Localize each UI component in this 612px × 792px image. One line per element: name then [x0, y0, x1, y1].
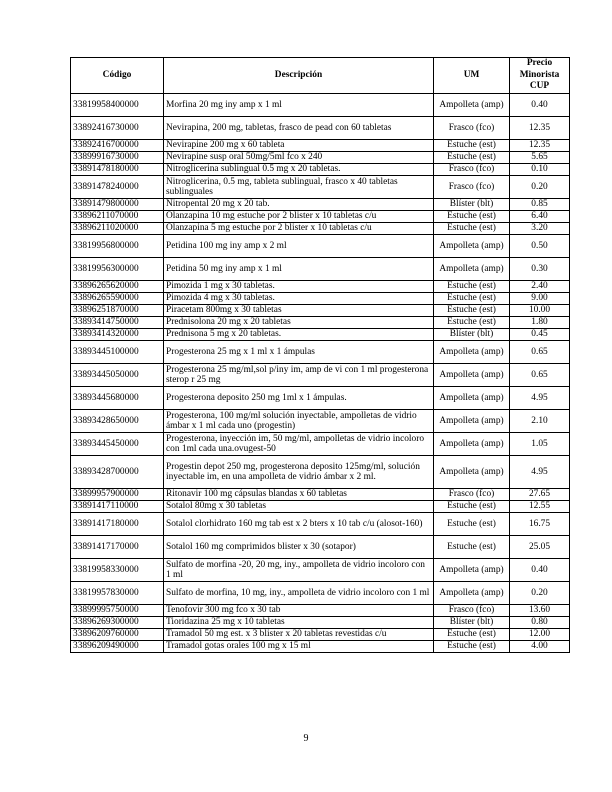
table-row: [71, 629, 570, 641]
cell-um: Frasco (fco): [434, 117, 510, 140]
cell-description: Prednisolona 20 mg x 20 tabletas: [164, 317, 434, 329]
header-price-line3: CUP: [529, 81, 550, 92]
cell-um: Estuche (est): [434, 305, 510, 317]
table-row: [71, 176, 570, 199]
cell-description: Petidina 100 mg iny amp x 2 ml: [164, 235, 434, 258]
cell-um: Estuche (est): [434, 317, 510, 329]
table-row: [71, 223, 570, 235]
cell-description: Sotalol 80mg x 30 tabletas: [164, 501, 434, 513]
table-row: [71, 235, 570, 258]
cell-um: Frasco (fco): [434, 605, 510, 617]
cell-code: 33891417110000: [71, 501, 164, 513]
cell-um: Ampolleta (amp): [434, 364, 510, 387]
cell-um: Ampolleta (amp): [434, 433, 510, 456]
cell-price: 12.55: [510, 501, 570, 513]
cell-price: 0.50: [510, 235, 570, 258]
cell-code: 33899916730000: [71, 152, 164, 164]
cell-code: 33896211020000: [71, 223, 164, 235]
cell-code: 33896265620000: [71, 281, 164, 293]
cell-description: Olanzapina 5 mg estuche por 2 blister x 10 tabletas c/u: [164, 223, 434, 235]
cell-code: 33892416730000: [71, 117, 164, 140]
cell-code: 33896265590000: [71, 293, 164, 305]
cell-price: 10.00: [510, 305, 570, 317]
cell-code: 33893445680000: [71, 387, 164, 410]
cell-price: 6.40: [510, 211, 570, 223]
cell-description: Progesterona 25 mg/ml,sol p/iny im, amp de vi con 1 ml progesterona sterop r 25 mg: [164, 364, 434, 387]
table-row: [71, 94, 570, 117]
cell-price: 13.60: [510, 605, 570, 617]
cell-description: Sotalol 160 mg comprimidos blister x 30 (sotapor): [164, 536, 434, 559]
cell-price: 16.75: [510, 513, 570, 536]
header-um: UM: [434, 58, 510, 94]
cell-price: 0.20: [510, 176, 570, 199]
cell-price: 0.65: [510, 364, 570, 387]
cell-code: 33893428700000: [71, 456, 164, 489]
table-row: [71, 617, 570, 629]
cell-price: 4.00: [510, 641, 570, 653]
cell-description: Nitropental 20 mg x 20 tab.: [164, 199, 434, 211]
cell-um: Estuche (est): [434, 501, 510, 513]
table-header-row: [71, 58, 570, 94]
cell-description: Petidina 50 mg iny amp x 1 ml: [164, 258, 434, 281]
table-row: [71, 410, 570, 433]
cell-um: Estuche (est): [434, 629, 510, 641]
cell-description: Morfina 20 mg iny amp x 1 ml: [164, 94, 434, 117]
price-table: [70, 57, 570, 653]
cell-um: Ampolleta (amp): [434, 94, 510, 117]
cell-um: Estuche (est): [434, 223, 510, 235]
cell-description: Tioridazina 25 mg x 10 tabletas: [164, 617, 434, 629]
table-row: [71, 513, 570, 536]
cell-price: 0.40: [510, 94, 570, 117]
cell-description: Pimozida 4 mg x 30 tabletas.: [164, 293, 434, 305]
cell-code: 33893445050000: [71, 364, 164, 387]
table-body: [71, 94, 570, 653]
cell-um: Ampolleta (amp): [434, 456, 510, 489]
cell-description: Pimozida 1 mg x 30 tabletas.: [164, 281, 434, 293]
table-row: [71, 152, 570, 164]
cell-description: Progesterona deposito 250 mg 1ml x 1 ámpulas.: [164, 387, 434, 410]
cell-price: 25.05: [510, 536, 570, 559]
cell-description: Nevirapine susp oral 50mg/5ml fco x 240: [164, 152, 434, 164]
cell-um: Estuche (est): [434, 536, 510, 559]
cell-price: 1.80: [510, 317, 570, 329]
table-row: [71, 329, 570, 341]
cell-code: 33819956800000: [71, 235, 164, 258]
table-row: [71, 317, 570, 329]
cell-code: 33896211070000: [71, 211, 164, 223]
table-row: [71, 501, 570, 513]
cell-code: 33896209490000: [71, 641, 164, 653]
header-price-line2: Minorista: [519, 69, 560, 80]
cell-price: 12.35: [510, 140, 570, 152]
cell-code: 33893445100000: [71, 341, 164, 364]
table-row: [71, 364, 570, 387]
cell-price: 3.20: [510, 223, 570, 235]
cell-description: Nitroglicerina sublingual 0.5 mg x 20 tabletas.: [164, 164, 434, 176]
cell-code: 33891417170000: [71, 536, 164, 559]
table-row: [71, 605, 570, 617]
table-row: [71, 140, 570, 152]
cell-price: 0.40: [510, 559, 570, 582]
cell-description: Tenofovir 300 mg fco x 30 tab: [164, 605, 434, 617]
cell-code: 33893445450000: [71, 433, 164, 456]
table-row: [71, 489, 570, 501]
table-row: [71, 559, 570, 582]
cell-code: 33896209760000: [71, 629, 164, 641]
cell-description: Progesterona, 100 mg/ml solución inyectable, ampolletas de vidrio ámbar x 1 ml cada uno (progestin): [164, 410, 434, 433]
table-row: [71, 293, 570, 305]
cell-price: 4.95: [510, 387, 570, 410]
cell-description: Olanzapina 10 mg estuche por 2 blister x 10 tabletas c/u: [164, 211, 434, 223]
cell-price: 0.80: [510, 617, 570, 629]
cell-price: 2.40: [510, 281, 570, 293]
cell-price: 9.00: [510, 293, 570, 305]
table-row: [71, 641, 570, 653]
cell-code: 33819958330000: [71, 559, 164, 582]
cell-um: Estuche (est): [434, 293, 510, 305]
table-row: [71, 387, 570, 410]
cell-code: 33819956300000: [71, 258, 164, 281]
cell-code: 33893428650000: [71, 410, 164, 433]
cell-code: 33892416700000: [71, 140, 164, 152]
cell-code: 33819957830000: [71, 582, 164, 605]
cell-code: 33896251870000: [71, 305, 164, 317]
table-row: [71, 582, 570, 605]
table-row: [71, 199, 570, 211]
cell-price: 0.65: [510, 341, 570, 364]
cell-price: 0.45: [510, 329, 570, 341]
cell-price: 27.65: [510, 489, 570, 501]
cell-description: Nitroglicerina, 0.5 mg, tableta sublingual, frasco x 40 tabletas sublinguales: [164, 176, 434, 199]
cell-description: Sotalol clorhidrato 160 mg tab est x 2 bters x 10 tab c/u (alosot-160): [164, 513, 434, 536]
table-row: [71, 536, 570, 559]
cell-code: 33819958400000: [71, 94, 164, 117]
cell-um: Ampolleta (amp): [434, 582, 510, 605]
cell-um: Estuche (est): [434, 211, 510, 223]
cell-um: Ampolleta (amp): [434, 410, 510, 433]
cell-price: 0.10: [510, 164, 570, 176]
cell-price: 0.30: [510, 258, 570, 281]
cell-um: Frasco (fco): [434, 164, 510, 176]
cell-code: 33891479800000: [71, 199, 164, 211]
cell-description: Piracetam 800mg x 30 tabletas: [164, 305, 434, 317]
cell-um: Estuche (est): [434, 513, 510, 536]
table-row: [71, 117, 570, 140]
page-number: 9: [303, 733, 309, 744]
cell-code: 33893414750000: [71, 317, 164, 329]
cell-price: 12.00: [510, 629, 570, 641]
cell-code: 33899957900000: [71, 489, 164, 501]
cell-price: 2.10: [510, 410, 570, 433]
cell-um: Frasco (fco): [434, 176, 510, 199]
cell-um: Ampolleta (amp): [434, 258, 510, 281]
header-code: Código: [71, 58, 164, 94]
cell-um: Ampolleta (amp): [434, 387, 510, 410]
cell-um: Estuche (est): [434, 281, 510, 293]
cell-description: Tramadol 50 mg est. x 3 blister x 20 tabletas revestidas c/u: [164, 629, 434, 641]
cell-um: Blíster (blt): [434, 617, 510, 629]
header-price: [510, 58, 570, 94]
cell-um: Ampolleta (amp): [434, 559, 510, 582]
cell-code: 33891478240000: [71, 176, 164, 199]
cell-description: Nevirapine 200 mg x 60 tableta: [164, 140, 434, 152]
table-row: [71, 433, 570, 456]
cell-um: Estuche (est): [434, 152, 510, 164]
cell-description: Ritonavir 100 mg cápsulas blandas x 60 tabletas: [164, 489, 434, 501]
cell-code: 33891417180000: [71, 513, 164, 536]
cell-price: 1.05: [510, 433, 570, 456]
cell-description: Progestin depot 250 mg, progesterona deposito 125mg/ml, solución inyectable im, en una ampolleta de vidrio ámbar x 2 ml.: [164, 456, 434, 489]
table-row: [71, 281, 570, 293]
cell-description: Sulfato de morfina, 10 mg, iny., ampolleta de vidrio incoloro con 1 ml: [164, 582, 434, 605]
cell-um: Ampolleta (amp): [434, 235, 510, 258]
table-row: [71, 456, 570, 489]
cell-um: Frasco (fco): [434, 489, 510, 501]
cell-description: Progesterona, inyección im, 50 mg/ml, ampolletas de vidrio incoloro con 1ml cada una.ovugest-50: [164, 433, 434, 456]
table-row: [71, 341, 570, 364]
cell-description: Prednisona 5 mg x 20 tabletas.: [164, 329, 434, 341]
cell-um: Blíster (blt): [434, 199, 510, 211]
cell-code: 33896269300000: [71, 617, 164, 629]
cell-price: 5.65: [510, 152, 570, 164]
cell-description: Tramadol gotas orales 100 mg x 15 ml: [164, 641, 434, 653]
table-row: [71, 258, 570, 281]
cell-um: Ampolleta (amp): [434, 341, 510, 364]
table-row: [71, 305, 570, 317]
cell-price: 0.20: [510, 582, 570, 605]
cell-price: 12.35: [510, 117, 570, 140]
cell-um: Blíster (blt): [434, 329, 510, 341]
table-row: [71, 164, 570, 176]
cell-price: 0.85: [510, 199, 570, 211]
header-price-line1: Precio: [526, 58, 553, 69]
cell-um: Estuche (est): [434, 641, 510, 653]
header-description: Descripción: [164, 58, 434, 94]
cell-code: 33891478180000: [71, 164, 164, 176]
cell-code: 33899995750000: [71, 605, 164, 617]
cell-description: Nevirapina, 200 mg, tabletas, frasco de pead con 60 tabletas: [164, 117, 434, 140]
table-row: [71, 211, 570, 223]
cell-um: Estuche (est): [434, 140, 510, 152]
cell-price: 4.95: [510, 456, 570, 489]
cell-description: Sulfato de morfina -20, 20 mg, iny., ampolleta de vidrio incoloro con 1 ml: [164, 559, 434, 582]
cell-code: 33893414320000: [71, 329, 164, 341]
cell-description: Progesterona 25 mg x 1 ml x 1 ámpulas: [164, 341, 434, 364]
